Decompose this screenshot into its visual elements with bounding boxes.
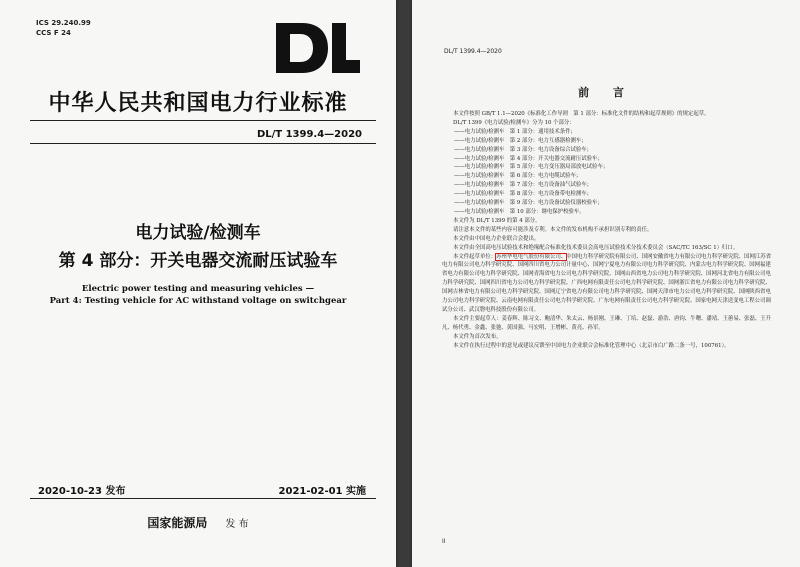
paragraph: 本文件为首次发布。 xyxy=(453,333,502,340)
list-item: ——电力试验/检测车 第 9 部分：电力设备试验仪器校验车； xyxy=(454,200,603,207)
paragraph: 本文件由中国电力企业联合会提出。 xyxy=(453,235,540,242)
list-item: ——电力试验/检测车 第 6 部分：电力电缆试验车； xyxy=(454,173,582,180)
list-item: ——电力试验/检测车 第 4 部分：开关电器交流耐压试验车； xyxy=(454,155,603,162)
cover-page xyxy=(0,0,396,567)
dl-logo xyxy=(272,20,362,76)
classification-codes xyxy=(36,18,91,38)
preface-title: 前 言 xyxy=(578,86,634,99)
drafting-units-paragraph xyxy=(442,253,774,315)
paragraph: 本文件在执行过程中的意见或建议反馈至中国电力企业联合会标准化管理中心（北京市白广路二条一号，100761）。 xyxy=(453,342,730,349)
title-en-line2: Part 4: Testing vehicle for AC withstand voltage on switchgear xyxy=(49,296,347,306)
ccs-code: CCS F 24 xyxy=(36,29,71,37)
top-rule xyxy=(30,120,376,121)
list-item: ——电力试验/检测车 第 1 部分：通用技术条件； xyxy=(454,128,576,135)
implement-date: 2021-02-01 实施 xyxy=(278,486,366,497)
list-item: ——电力试验/检测车 第 5 部分：电力变压器局部放电试验车； xyxy=(454,164,609,171)
list-item: ——电力试验/检测车 第 10 部分：继电保护校验车。 xyxy=(454,208,585,215)
issuing-authority xyxy=(0,514,396,531)
list-item: ——电力试验/检测车 第 8 部分：电力设备带电检测车； xyxy=(454,191,593,198)
standard-number: DL/T 1399.4—2020 xyxy=(256,129,362,140)
issue-date: 2020-10-23 发布 xyxy=(38,486,126,497)
authority-name: 国家能源局 xyxy=(147,516,208,530)
second-rule xyxy=(30,143,376,144)
list-item: ——电力试验/检测车 第 2 部分：电力互感器检测车； xyxy=(454,137,587,144)
paragraph: 本文件按照 GB/T 1.1—2020《标准化工作导则 第 1 部分：标准化文件的结构和起草规则》的规定起草。 xyxy=(453,111,710,117)
standard-name: 中华人民共和国电力行业标准 xyxy=(48,91,348,116)
highlighted-company: 苏州华电电气股份有限公司、 xyxy=(496,253,567,260)
drafters-rest: 中国电力科学研究院有限公司、国网安徽省电力有限公司电力科学研究院、国网江苏省电力有限公司电力科学研究院、国网四川省电力公司计量中心、国网宁夏电力有限公司电力科学研究院、内蒙古电力科学研究院、国网福建省电力有限公司电力科学研究院、国网青海省电力公司电力科学研究院、国网山西省电力公司电力科学研究院、国网河北省电力有限公司电力科学研究院、国网四川省电力公司电力科学研究院、广西电网有限责任公司电力科学研究院、国网浙江省电力有限公司电力科学研究院、国网吉林省电力有限公司电力科学研究院、国网辽宁省电力有限公司电力科学研究院、国网天津市电力公司电力科学研究院、国网陕西省电力公司电力科学研究院、云南电网有限责任公司电力科学研究院、广东电网有限责任公司电力科学研究院、国家电网天津送变电工程公司调试分公司、武汉磐电科技股份有限公司。 xyxy=(442,253,772,313)
paragraph: 本文件主要起草人：姜春辉、陈习文、鲍清华、朱太云、杨景刚、王琳、丁培、赵磊、游浩、唐钧、牛曙、潘靖、王蕙易、张磊、王升凡、杨代勇、金鑫、张弛、黄国强、马宏明、王增彬、黄亮、孙军。 xyxy=(442,315,772,331)
paragraph: 本文件为 DL/T 1399 的第 4 部分。 xyxy=(453,217,541,224)
title-cn-line2: 第 4 部分：开关电器交流耐压试验车 xyxy=(58,251,338,271)
publish-label: 发 布 xyxy=(225,519,249,530)
preface-body xyxy=(442,110,774,350)
bottom-rule xyxy=(30,498,376,499)
ics-code: ICS 29.240.99 xyxy=(36,19,91,27)
page-header: DL/T 1399.4—2020 xyxy=(444,48,502,55)
drafters-lead: 本文件起草单位： xyxy=(453,253,497,260)
page-number: II xyxy=(442,538,446,545)
title-en-line1: Electric power testing and measuring vehicles — xyxy=(81,284,315,294)
title-cn-line1: 电力试验/检测车 xyxy=(135,223,261,243)
paragraph: 请注意本文件的某些内容可能涉及专利。本文件的发布机构不承担识别专利的责任。 xyxy=(453,226,653,233)
list-item: ——电力试验/检测车 第 7 部分：电力设备油气试验车； xyxy=(454,182,593,189)
paragraph: DL/T 1399《电力试验/检测车》分为 10 个部分： xyxy=(453,119,575,126)
list-item: ——电力试验/检测车 第 3 部分：电力设备综合试验车； xyxy=(454,146,593,153)
paragraph: 本文件由全国高电压试验技术和绝缘配合标准化技术委员会高电压试验技术分技术委员会（SAC/TC 163/SC 1）归口。 xyxy=(453,244,739,251)
preface-page xyxy=(412,0,800,567)
